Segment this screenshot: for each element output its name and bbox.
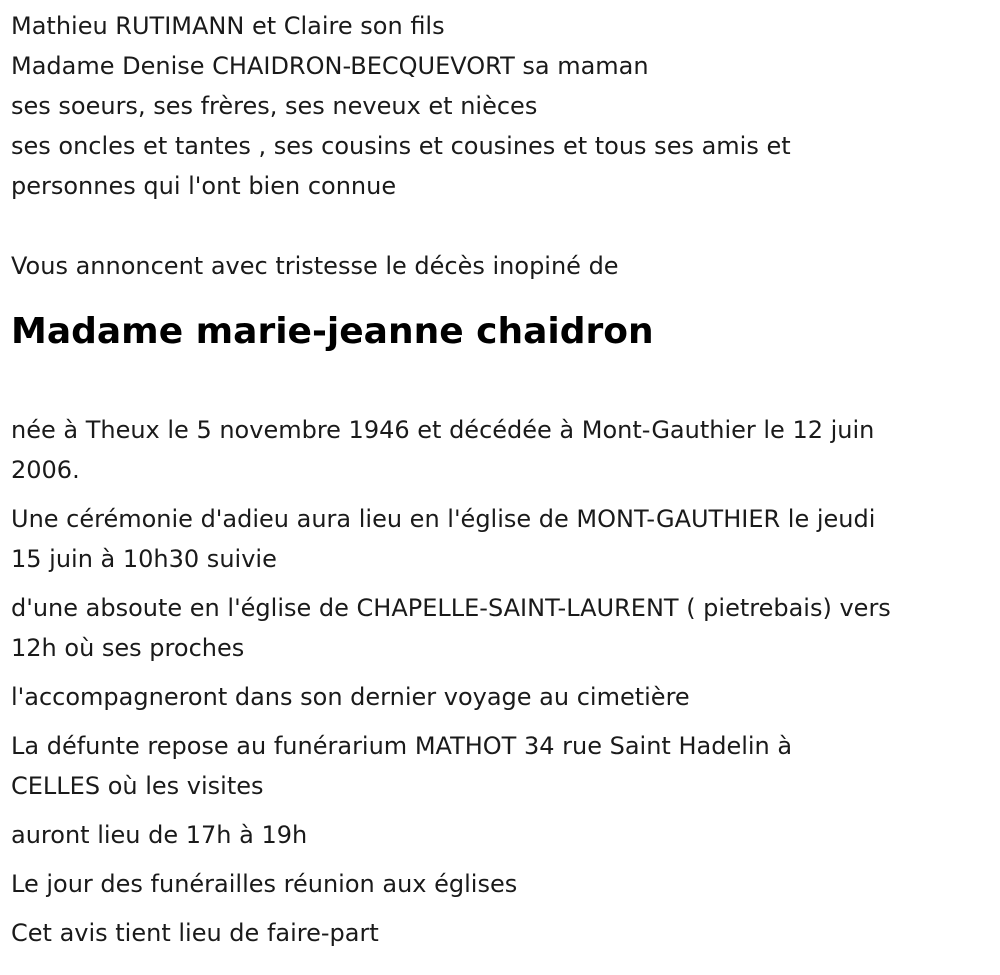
- paragraph-line: 15 juin à 10h30 suivie: [11, 545, 277, 573]
- announcement-text: Vous annoncent avec tristesse le décès inopiné de: [11, 252, 619, 280]
- family-line: personnes qui l'ont bien connue: [11, 172, 397, 200]
- family-list: [11, 6, 996, 206]
- birth-death-paragraph: [11, 410, 996, 490]
- family-line: ses soeurs, ses frères, ses neveux et nièces: [11, 92, 538, 120]
- absoute-paragraph: [11, 588, 996, 668]
- paragraph-line: 2006.: [11, 456, 80, 484]
- reunion-paragraph: Le jour des funérailles réunion aux églises: [11, 870, 518, 898]
- accompany-paragraph: l'accompagneront dans son dernier voyage au cimetière: [11, 683, 690, 711]
- family-line: ses oncles et tantes , ses cousins et cousines et tous ses amis et: [11, 132, 791, 160]
- paragraph-line: Une cérémonie d'adieu aura lieu en l'église de MONT-GAUTHIER le jeudi: [11, 505, 876, 533]
- paragraph-line: CELLES où les visites: [11, 772, 264, 800]
- funerarium-paragraph: [11, 726, 996, 806]
- paragraph-line: d'une absoute en l'église de CHAPELLE-SAINT-LAURENT ( pietrebais) vers: [11, 594, 891, 622]
- faire-part-paragraph: Cet avis tient lieu de faire-part: [11, 919, 379, 947]
- death-notice: [11, 6, 996, 953]
- paragraph-line: 12h où ses proches: [11, 634, 245, 662]
- ceremony-paragraph: [11, 499, 996, 579]
- paragraph-line: née à Theux le 5 novembre 1946 et décédée à Mont-Gauthier le 12 juin: [11, 416, 875, 444]
- paragraph-line: La défunte repose au funérarium MATHOT 34 rue Saint Hadelin à: [11, 732, 793, 760]
- visits-paragraph: auront lieu de 17h à 19h: [11, 821, 308, 849]
- family-line: Madame Denise CHAIDRON-BECQUEVORT sa maman: [11, 52, 649, 80]
- deceased-name: Madame marie-jeanne chaidron: [11, 311, 654, 352]
- family-line: Mathieu RUTIMANN et Claire son fils: [11, 12, 445, 40]
